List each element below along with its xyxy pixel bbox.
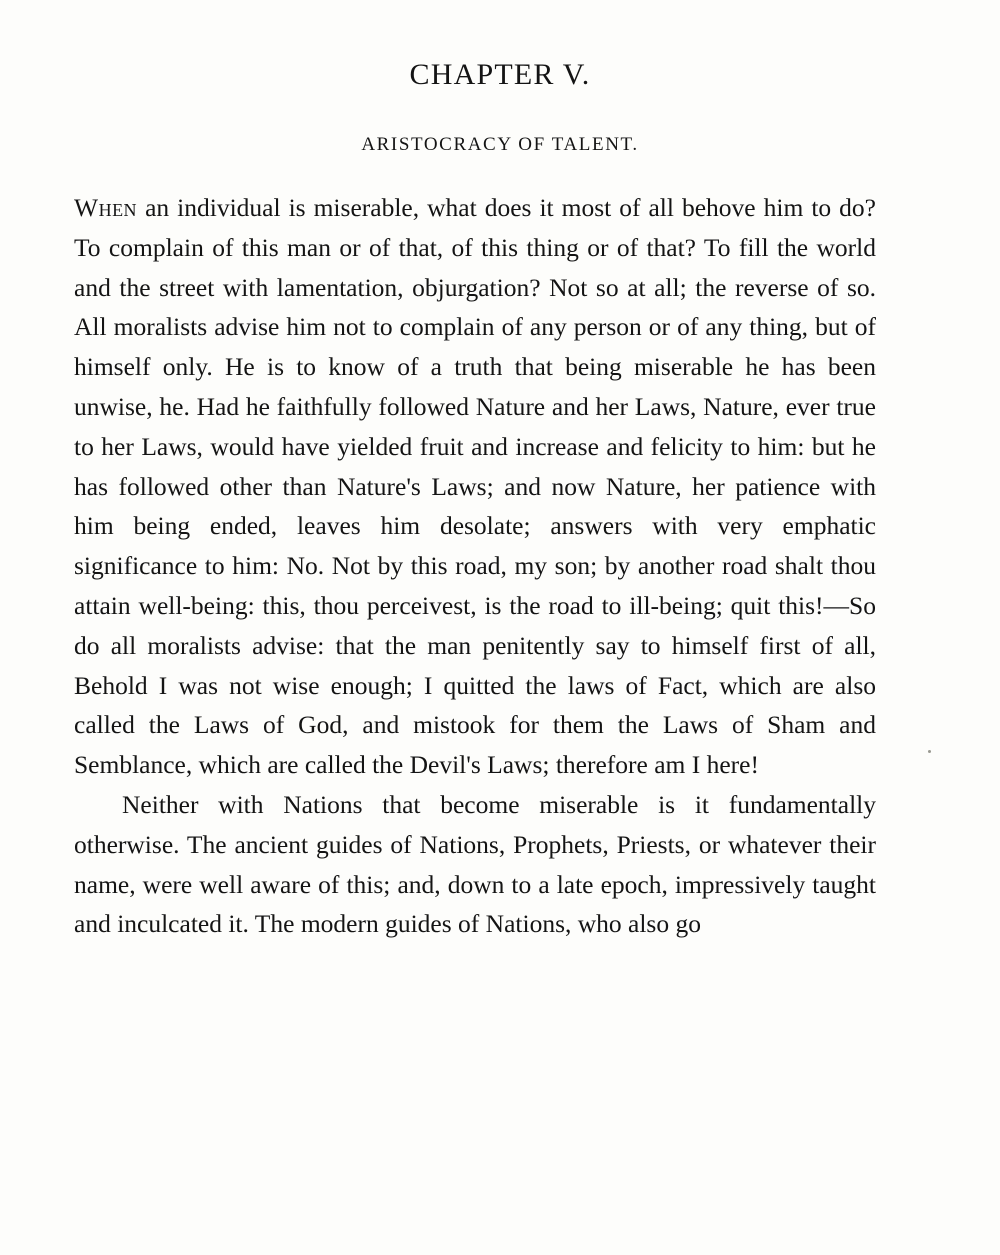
margin-speck [928,750,931,753]
paragraph-2 [74,785,876,944]
paragraph-2-text: Neither with Nations that become miserable is it fundamentally otherwise. The ancient guides of Nations, Prophets, Priests, or whatever their name, were well aware of this; and, down to a late epoch, impressively taught and inculcated it. The modern guides of Nations, who also go [74,789,876,939]
paragraph-1-opening-smallcaps: When [74,193,138,222]
paragraph-1-text: an individual is miserable, what does it most of all behove him to do? To complain of this man or of that, of this thing or of that? To fill the world and the street with lamentation, objurgation? Not so at all; the reverse of so. All moralists advise him not to complain of any person or of any thing, but of himself only. He is to know of a truth that being miserable he has been unwise, he. Had he faithfully followed Nature and her Laws, Nature, ever true to her Laws, would have yielded fruit and increase and felicity to him: but he has followed other than Nature's Laws; and now Nature, her patience with him being ended, leaves him desolate; answers with very emphatic significance to him: No. Not by this road, my son; by another road shalt thou attain well-being: this, thou perceivest, is the road to ill-being; quit this!—So do all moralists advise: that the man penitently say to himself first of all, Behold I was not wise enough; I quitted the laws of Fact, which are also called the Laws of God, and mistook for them the Laws of Sham and Semblance, which are called the Devil's Laws; therefore am I here! [74,193,876,780]
paragraph-1 [74,188,876,785]
chapter-subtitle: ARISTOCRACY OF TALENT. [361,134,639,155]
chapter-title: CHAPTER V. [409,58,591,91]
body-text [74,188,876,944]
